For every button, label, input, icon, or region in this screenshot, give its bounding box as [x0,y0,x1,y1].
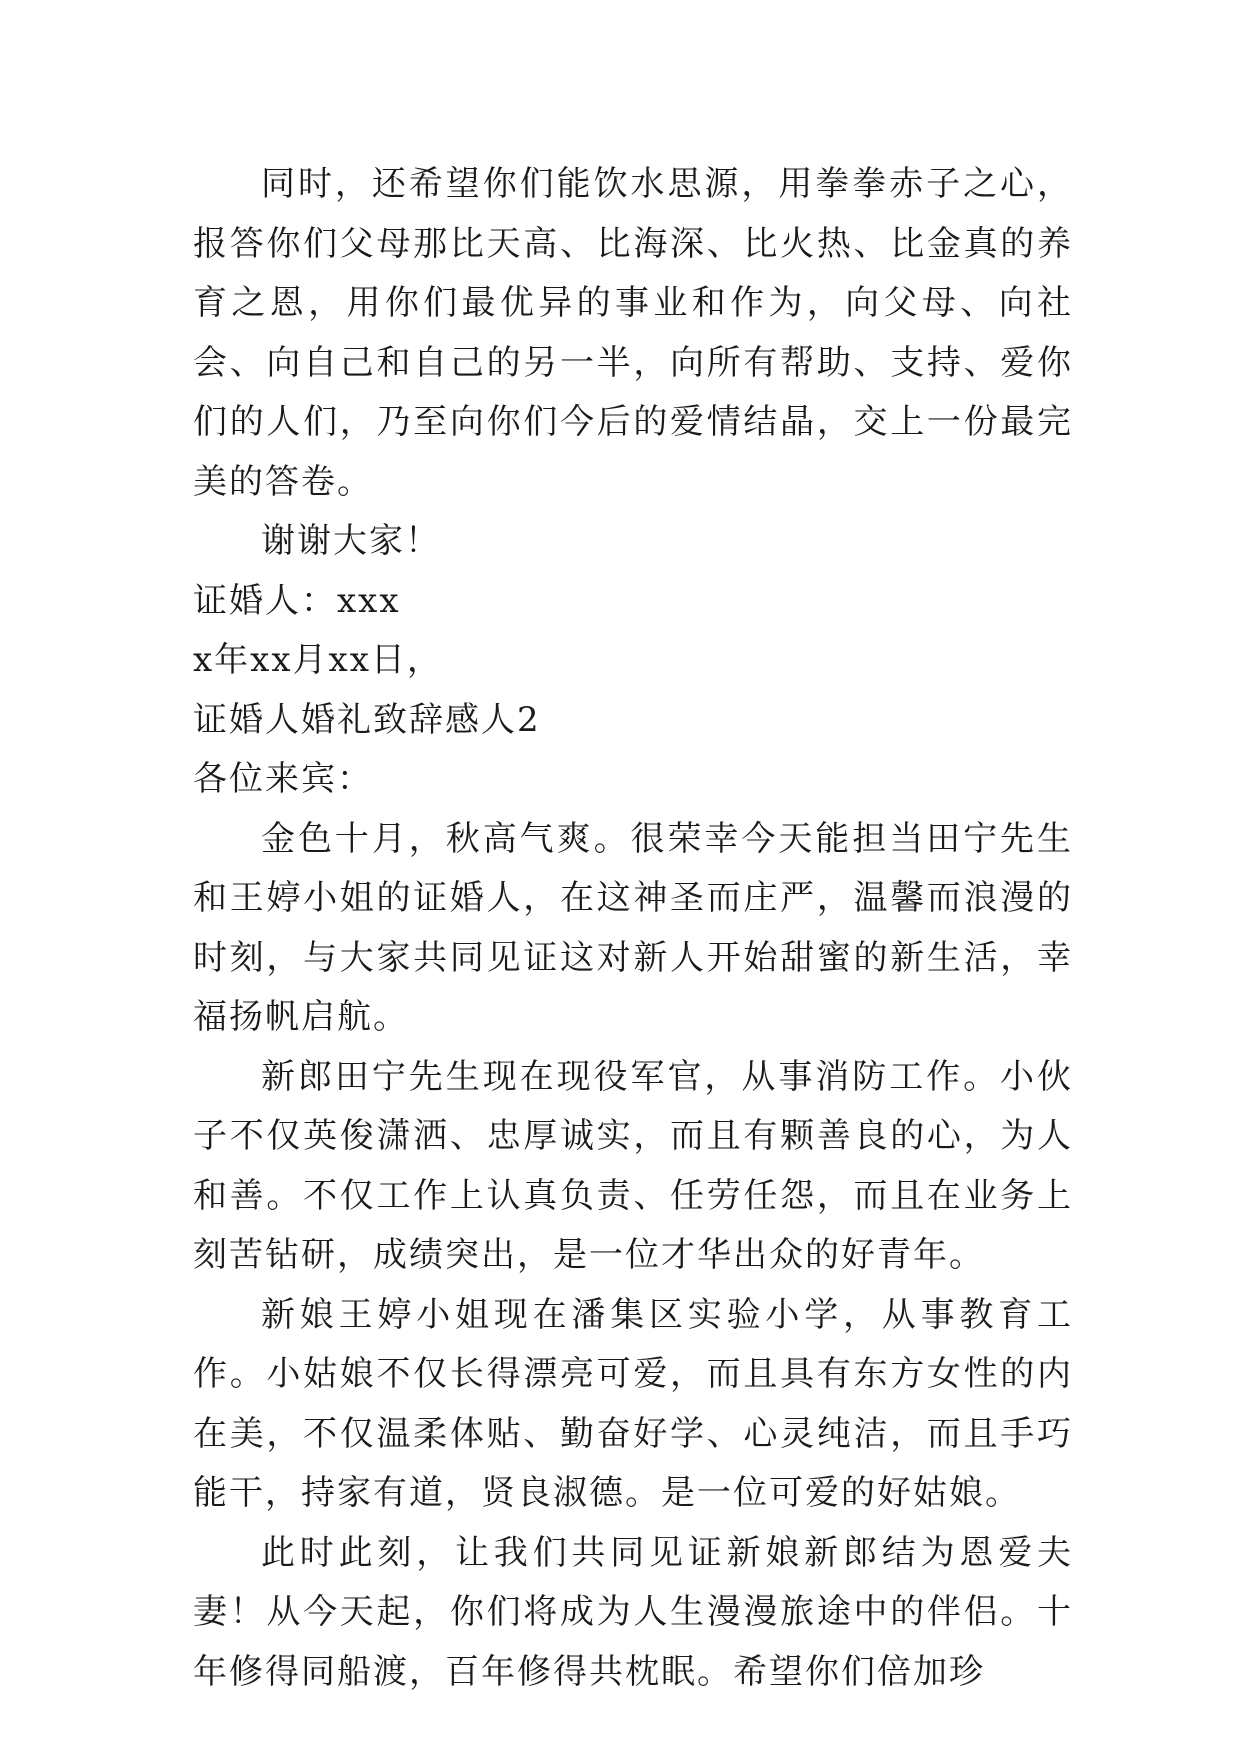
section-title: 证婚人婚礼致辞感人2 [193,699,541,740]
paragraph-4: 新娘王婷小姐现在潘集区实验小学，从事教育工作。小姑娘不仅长得漂亮可爱，而且具有东方女性的内在美，不仅温柔体贴、勤奋好学、心灵纯洁，而且手巧能干，持家有道，贤良淑德。是一位可爱的好姑娘。 [193,1294,1073,1513]
paragraph-2: 金色十月，秋高气爽。很荣幸今天能担当田宁先生和王婷小姐的证婚人，在这神圣而庄严，温馨而浪漫的时刻，与大家共同见证这对新人开始甜蜜的新生活，幸福扬帆启航。 [193,818,1073,1037]
paragraph-salutation: 各位来宾： [193,759,373,799]
paragraph-5: 此时此刻，让我们共同见证新娘新郎结为恩爱夫妻！从今天起，你们将成为人生漫漫旅途中的伴侣。十年修得同船渡，百年修得共枕眠。希望你们倍加珍 [193,1532,1073,1692]
paragraph-thanks: 谢谢大家！ [261,521,441,561]
paragraph-3: 新郎田宁先生现在现役军官，从事消防工作。小伙子不仅英俊潇洒、忠厚诚实，而且有颗善良的心，为人和善。不仅工作上认真负责、任劳任怨，而且在业务上刻苦钻研，成绩突出，是一位才华出众的好青年。 [193,1056,1073,1275]
document-page [193,155,1073,1702]
paragraph-1: 同时，还希望你们能饮水思源，用拳拳赤子之心，报答你们父母那比天高、比海深、比火热、比金真的养育之恩，用你们最优异的事业和作为，向父母、向社会、向自己和自己的另一半，向所有帮助、支持、爱你们的人们，乃至向你们今后的爱情结晶，交上一份最完美的答卷。 [193,164,1073,502]
paragraph-witness: 证婚人：xxx [193,580,401,621]
paragraph-date: x年xx月xx日， [193,640,443,680]
